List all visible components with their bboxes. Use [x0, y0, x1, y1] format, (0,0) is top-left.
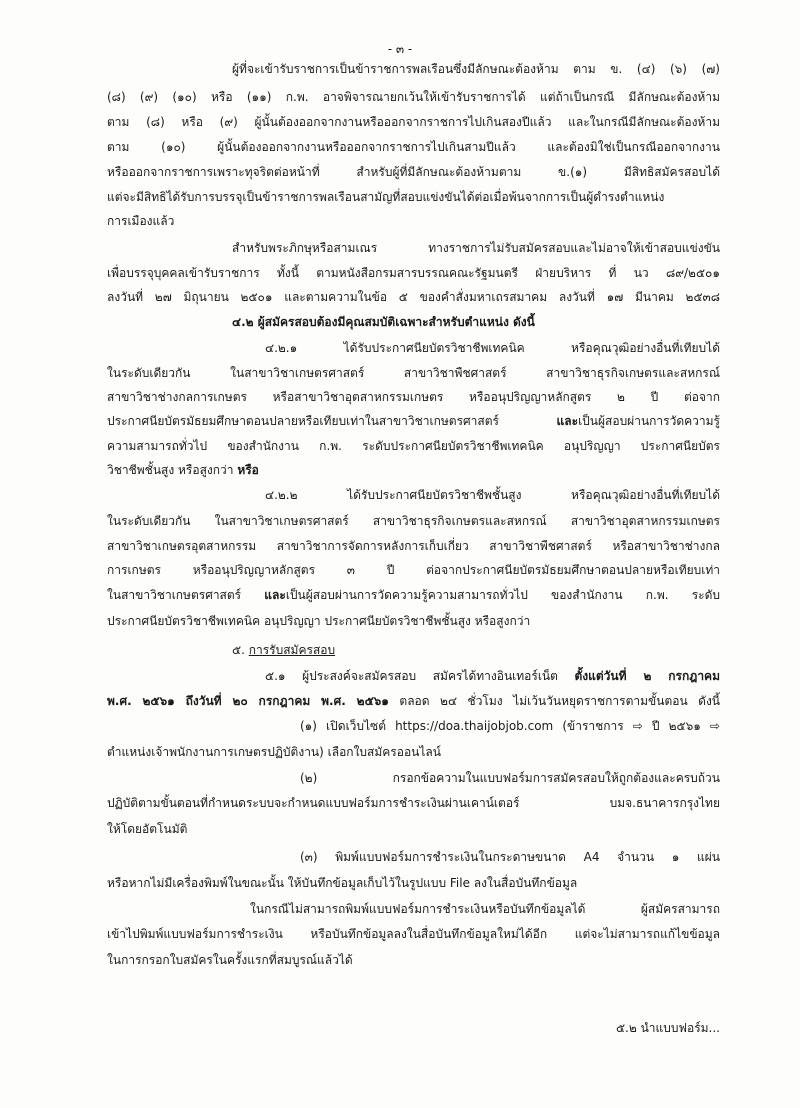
text-segment: สาขาวิชาช่างกลการเกษตร หรือสาขาวิชาอุตสาหกรรมเกษตร หรืออนุปริญญาหลักสูตร ๒ ปี ต่อจาก — [107, 390, 720, 404]
text-line — [265, 486, 720, 504]
text-line — [265, 667, 720, 685]
text-segment: ในกรณีไม่สามารถพิมพ์แบบฟอร์มการชำระเงินหรือบันทึกข้อมูลได้ ผู้สมัครสามารถ — [250, 902, 720, 916]
text-segment: ในระดับเดียวกัน ในสาขาวิชาเกษตรศาสตร์ สาขาวิชาพืชศาสตร์ สาขาวิชาธุรกิจเกษตรและสหกรณ์ — [107, 366, 720, 380]
text-line — [250, 900, 720, 918]
text-segment: (๒) กรอกข้อความในแบบฟอร์มการสมัครสอบให้ถูกต้องและครบถ้วน — [300, 771, 720, 785]
bold-text: หรือ — [237, 463, 259, 477]
text-segment: การเกษตร หรืออนุปริญญาหลักสูตร ๓ ปี ต่อจากประกาศนียบัตรมัธยมศึกษาตอนปลายหรือเทียบเท่า — [107, 563, 720, 577]
text-segment: ๕.๑ ผู้ประสงค์จะสมัครสอบ สมัครได้ทางอินเทอร์เน็ต — [265, 669, 575, 683]
text-segment: สาขาวิชาเกษตรอุตสาหกรรม สาขาวิชาการจัดการหลังการเก็บเกี่ยว สาขาวิชาพืชศาสตร์ หรือสาขาวิชาช่างกล — [107, 539, 720, 553]
text-segment: ผู้ที่จะเข้ารับราชการเป็นข้าราชการพลเรือนซึ่งมีลักษณะต้องห้าม ตาม ข. (๔) (๖) (๗) — [232, 62, 720, 76]
bold-text: พ.ศ. ๒๕๖๑ ถึงวันที่ ๒๐ กรกฎาคม พ.ศ. ๒๕๖๑ — [107, 694, 389, 708]
text-line — [107, 743, 720, 761]
text-line — [107, 412, 720, 430]
text-segment: ในสาขาวิชาเกษตรศาสตร์ — [107, 588, 265, 602]
text-segment: แต่จะมีสิทธิได้รับการบรรจุเป็นข้าราชการพลเรือนสามัญที่สอบแข่งขันได้ต่อเมื่อพ้นจากการเป็นผู้ดำรงตำแหน่ง — [107, 190, 665, 204]
text-line — [232, 239, 720, 257]
text-segment: หรือออกจากราชการเพราะทุจริตต่อหน้าที่ สำหรับผู้ที่มีลักษณะต้องห้ามตาม ข.(๑) มีสิทธิสมัครสอบได้ — [107, 165, 720, 179]
text-segment: ๕.๒ นำแบบฟอร์ม... — [615, 1021, 720, 1035]
text-segment: ๔.๒.๑ ได้รับประกาศนียบัตรวิชาชีพเทคนิค หรือคุณวุฒิอย่างอื่นที่เทียบได้ — [265, 341, 720, 355]
text-line — [300, 848, 720, 866]
text-segment: ตาม (๘) หรือ (๙) ผู้นั้นต้องออกจากงานหรือออกจากราชการไปเกินสองปีแล้ว และในกรณีมีลักษณะต้องห้าม — [107, 115, 720, 129]
text-line — [107, 512, 720, 530]
text-segment: (๑) เปิดเว็บไซต์ https://doa.thaijobjob.com (ข้าราชการ ⇨ ปี ๒๕๖๑ ⇨ — [300, 719, 720, 733]
text-segment: ตลอด ๒๔ ชั่วโมง ไม่เว้นวันหยุดราชการตามขั้นตอน ดังนี้ — [388, 694, 720, 708]
text-segment: สำหรับพระภิกษุหรือสามเณร ทางราชการไม่รับสมัครสอบและไม่อาจให้เข้าสอบแข่งขัน — [232, 241, 720, 255]
text-line — [300, 717, 720, 735]
text-segment: ปฏิบัติตามขั้นตอนที่กำหนดระบบจะกำหนดแบบฟอร์มการชำระเงินผ่านเคาน์เตอร์ บมจ.ธนาคารกรุงไทย — [107, 796, 720, 810]
text-line — [265, 339, 720, 357]
text-segment: หรือหากไม่มีเครื่องพิมพ์ในขณะนั้น ให้บันทึกข้อมูลเก็บไว้ในรูปแบบ File ลงในสื่อบันทึกข้อมูล — [107, 876, 578, 890]
text-line — [232, 313, 720, 331]
text-line — [232, 641, 720, 659]
text-segment: วิชาชีพชั้นสูง หรือสูงกว่า — [107, 463, 238, 477]
text-line — [107, 692, 720, 710]
section-heading: การรับสมัครสอบ — [248, 643, 336, 657]
text-segment: ความสามารถทั่วไป ของสำนักงาน ก.พ. ระดับประกาศนียบัตรวิชาชีพเทคนิค อนุปริญญา ประกาศนียบัตร — [107, 439, 720, 453]
text-line — [300, 769, 720, 787]
text-segment: ตำแหน่งเจ้าพนักงานการเกษตรปฏิบัติงาน) เลือกใบสมัครออนไลน์ — [107, 745, 441, 759]
text-line — [232, 60, 720, 78]
text-line — [107, 113, 720, 131]
text-line — [107, 951, 720, 969]
text-segment: ในการกรอกใบสมัครในครั้งแรกที่สมบูรณ์แล้วได้ — [107, 953, 353, 967]
text-segment: ให้โดยอัตโนมัติ — [107, 822, 188, 836]
text-segment: (๓) พิมพ์แบบฟอร์มการชำระเงินในกระดาษขนาด A4 จำนวน ๑ แผ่น — [300, 850, 720, 864]
text-line — [107, 561, 720, 579]
text-line — [107, 537, 720, 555]
text-line — [107, 188, 720, 206]
text-segment: เข้าไปพิมพ์แบบฟอร์มการชำระเงิน หรือบันทึกข้อมูลลงในสื่อบันทึกข้อมูลใหม่ได้อีก แต่จะไม่สามารถแก้ไขข้อมูล — [107, 927, 720, 941]
text-segment: ในระดับเดียวกัน ในสาขาวิชาเกษตรศาสตร์ สาขาวิชาธุรกิจเกษตรและสหกรณ์ สาขาวิชาอุตสาหกรรมเกษตร — [107, 514, 720, 528]
text-line — [107, 586, 720, 604]
text-segment: เป็นผู้สอบผ่านการวัดความรู้ — [578, 414, 720, 428]
text-segment: เป็นผู้สอบผ่านการวัดความรู้ความสามารถทั่วไป ของสำนักงาน ก.พ. ระดับ — [285, 588, 720, 602]
text-segment: ตาม (๑๐) ผู้นั้นต้องออกจากงานหรือออกจากราชการไปเกินสามปีแล้ว และต้องมิใช่เป็นกรณีออกจากงาน — [107, 140, 720, 154]
text-segment: ประกาศนียบัตรวิชาชีพเทคนิค อนุปริญญา ประกาศนียบัตรวิชาชีพชั้นสูง หรือสูงกว่า — [107, 614, 531, 628]
text-line — [107, 461, 720, 479]
text-line — [107, 288, 720, 306]
bold-text: ตั้งแต่วันที่ ๒ กรกฎาคม — [574, 669, 720, 683]
bold-text: ๔.๒ ผู้สมัครสอบต้องมีคุณสมบัติเฉพาะสำหรับตำแหน่ง ดังนี้ — [232, 315, 535, 329]
text-line — [107, 874, 720, 892]
bold-text: และ — [556, 414, 579, 428]
text-segment: (๘) (๙) (๑๐) หรือ (๑๑) ก.พ. อาจพิจารณายกเว้นให้เข้ารับราชการได้ แต่ถ้าเป็นกรณี มีลักษณะต้องห้าม — [107, 90, 720, 104]
text-line — [107, 925, 720, 943]
text-line — [107, 612, 720, 630]
text-line — [107, 437, 720, 455]
text-line — [107, 138, 720, 156]
text-segment: ลงวันที่ ๒๗ มิถุนายน ๒๕๐๑ และตามความในข้อ ๕ ของคำสั่งมหาเถรสมาคม ลงวันที่ ๑๗ มีนาคม ๒๕๓๘ — [107, 290, 720, 304]
text-line — [107, 388, 720, 406]
text-segment: การเมืองแล้ว — [107, 214, 175, 228]
text-line — [107, 820, 720, 838]
text-line — [107, 794, 720, 812]
text-line — [107, 264, 720, 282]
text-line — [107, 88, 720, 106]
text-segment: ๔.๒.๒ ได้รับประกาศนียบัตรวิชาชีพชั้นสูง หรือคุณวุฒิอย่างอื่นที่เทียบได้ — [265, 488, 720, 502]
bold-text: และ — [264, 588, 286, 602]
text-line — [107, 212, 720, 230]
text-segment: เพื่อบรรจุบุคคลเข้ารับราชการ ทั้งนี้ ตามหนังสือกรมสารบรรณคณะรัฐมนตรี ฝ่ายบริหาร ที่ นว ๘๙/๒๕๐๑ — [107, 266, 720, 280]
text-segment: ๕. — [232, 643, 249, 657]
text-line — [107, 163, 720, 181]
text-segment: ประกาศนียบัตรมัธยมศึกษาตอนปลายหรือเทียบเท่าในสาขาวิชาเกษตรศาสตร์ — [107, 414, 557, 428]
text-line — [107, 364, 720, 382]
page-number: - ๓ - — [387, 42, 413, 56]
text-line — [560, 1019, 720, 1037]
